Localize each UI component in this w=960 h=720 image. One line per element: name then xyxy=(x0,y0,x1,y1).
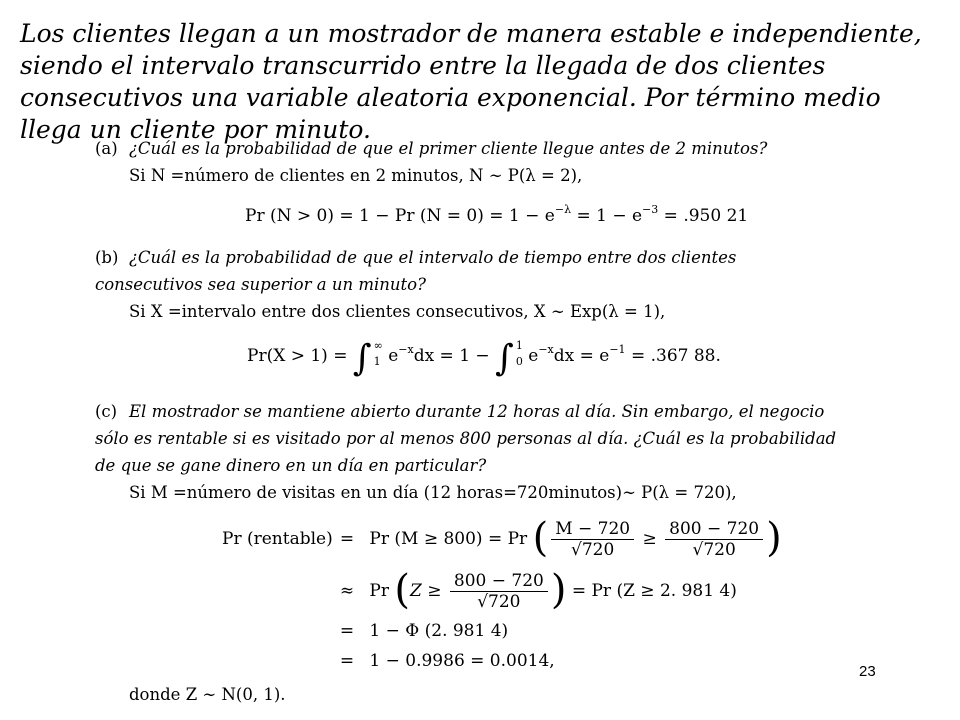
part-a-eq-exp2: −3 xyxy=(642,203,659,216)
part-b-eq-result: = .367 88. xyxy=(625,346,721,366)
part-a-eq-exp1: −λ xyxy=(554,203,572,216)
part-b-eq-lhs: Pr(X > 1) = xyxy=(247,346,348,366)
row4-rel: = xyxy=(339,651,355,671)
fraction-3-den-value: 720 xyxy=(488,592,521,612)
part-a-eq-lhs: Pr (N > 0) = 1 − Pr (N = 0) = 1 − e xyxy=(245,206,555,226)
right-paren-2: ) xyxy=(550,567,567,613)
row1-rel: = xyxy=(339,529,355,549)
fraction-1 xyxy=(551,519,634,560)
fraction-2-den-value: 720 xyxy=(703,540,736,560)
part-b-question: ¿Cuál es la probabilidad de que el intervalo de tiempo entre dos clientes consecutivos sea superior a un minuto? xyxy=(95,248,737,294)
fraction-1-num: M − 720 xyxy=(551,519,634,540)
part-c-row-4 xyxy=(222,651,555,671)
part-a-question: ¿Cuál es la probabilidad de que el primer cliente llegue antes de 2 minutos? xyxy=(129,139,768,158)
row1-a: Pr (M ≥ 800) = Pr xyxy=(369,529,528,549)
part-b-equation xyxy=(247,338,721,377)
right-paren: ) xyxy=(766,515,782,561)
part-b xyxy=(95,244,845,325)
part-c xyxy=(95,398,845,506)
fraction-1-den-value: 720 xyxy=(581,540,615,560)
part-a-label: (a) xyxy=(95,139,118,158)
part-a-equation xyxy=(245,203,748,226)
integral-limits xyxy=(374,338,383,370)
part-c-line: Si M =número de visitas en un día (12 horas=720minutos)∼ P(λ = 720), xyxy=(129,483,737,502)
integrand-2: e xyxy=(528,346,539,366)
row2-a: Pr xyxy=(369,581,389,601)
part-b-eq-tail: dx = e xyxy=(553,346,610,366)
part-c-row-3 xyxy=(222,621,508,641)
part-a-line: Si N =número de clientes en 2 minutos, N ∼ P(λ = 2), xyxy=(129,166,583,185)
int1-upper: ∞ xyxy=(373,339,383,352)
row2-rel: ≈ xyxy=(339,581,355,601)
part-b-label: (b) xyxy=(95,248,119,267)
integrand-exp: −x xyxy=(398,343,414,356)
left-paren: ( xyxy=(532,515,549,561)
fraction-2-den: √720 xyxy=(692,540,736,560)
part-c-question: El mostrador se mantiene abierto durante 12 horas al día. Sin embargo, el negocio sólo es rentable si es visitado por al menos 800 personas al día. ¿Cuál es la probabilidad de que se gane dinero en un día en particular? xyxy=(95,402,837,475)
row1-label: Pr (rentable) xyxy=(222,529,333,549)
integral-limits-2 xyxy=(516,338,523,370)
integral-sign-2: ∫ xyxy=(495,338,514,379)
part-b-line: Si X =intervalo entre dos clientes consecutivos, X ∼ Exp(λ = 1), xyxy=(129,302,666,321)
part-a-eq-mid: = 1 − e xyxy=(571,206,643,226)
part-a xyxy=(95,135,845,189)
left-paren-2: ( xyxy=(394,567,410,613)
part-a-eq-result: = .950 21 xyxy=(658,206,749,226)
row3-value: 1 − Φ (2. 981 4) xyxy=(369,621,509,641)
int2-lower: 0 xyxy=(515,355,523,368)
closing-line: donde Z ∼ N(0, 1). xyxy=(129,685,286,704)
integral-sign: ∫ xyxy=(352,338,372,379)
part-b-dx: dx = 1 − xyxy=(413,346,490,366)
fraction-3-num: 800 − 720 xyxy=(450,571,548,592)
integrand-2-exp: −x xyxy=(538,343,554,356)
fraction-1-den: √720 xyxy=(570,540,615,560)
fraction-3-den: √720 xyxy=(477,592,521,612)
row3-rel: = xyxy=(339,621,355,641)
int2-upper: 1 xyxy=(515,339,523,352)
row2-b: = Pr (Z ≥ 2. 981 4) xyxy=(571,581,737,601)
row1-geq: ≥ xyxy=(642,529,657,549)
part-c-row-2 xyxy=(222,567,737,613)
part-c-row-1 xyxy=(222,515,782,561)
part-b-eq-tail-exp: −1 xyxy=(609,343,626,356)
fraction-2 xyxy=(665,519,763,560)
row2-z: Z ≥ xyxy=(410,581,442,601)
fraction-2-num: 800 − 720 xyxy=(665,519,763,540)
fraction-3 xyxy=(450,571,548,612)
integrand: e xyxy=(388,346,399,366)
int1-lower: 1 xyxy=(373,355,381,368)
row4-value: 1 − 0.9986 = 0.0014, xyxy=(369,651,555,671)
intro-paragraph: Los clientes llegan a un mostrador de manera estable e independiente, siendo el intervalo transcurrido entre la llegada de dos clientes consecutivos una variable aleatoria exponencial. Por término medio llega un cliente por minuto. xyxy=(20,19,922,144)
page-number: 23 xyxy=(859,663,876,680)
part-c-label: (c) xyxy=(95,402,118,421)
